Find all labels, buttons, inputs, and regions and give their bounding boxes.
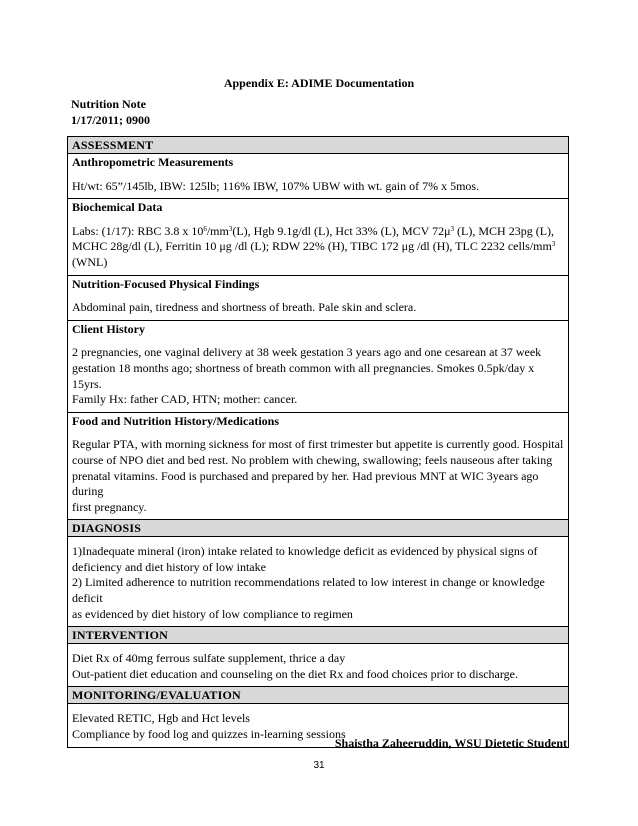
biochemical-line-1: Labs: (1/17): RBC 3.8 x $10^6/mm^3(L)$, Hgb 9.1g/dl (L), Hct 33% (L), MCV $72\mu^3$ (L), MCH 23pg (L), <box>72 223 555 238</box>
note-date: 1/17/2011; 0900 <box>71 113 151 127</box>
diagnosis-line-1: 1)Inadequate mineral (iron) intake related to knowledge deficit as evidenced by physical signs of <box>72 544 538 559</box>
biochemical-line-3: (WNL) <box>72 254 108 269</box>
monitoring-line-2: Compliance by food log and quizzes in-learning sessions <box>72 727 346 742</box>
document-title: Appendix E: ADIME Documentation <box>223 76 415 90</box>
diagnosis-line-2: deficiency and diet history of low intake <box>72 559 266 574</box>
intervention-section <box>68 644 568 687</box>
diagnosis-section <box>68 537 568 627</box>
biochemical-section <box>68 199 568 275</box>
client-history-line-2: gestation 18 months ago; shortness of breath common with all pregnancies. Smokes 0.5pk/day x 15yrs. <box>72 360 535 391</box>
food-history-line-1: Regular PTA, with morning sickness for most of first trimester but appetite is currently good. Hospital <box>72 437 564 452</box>
diagnosis-line-3: 2) Limited adherence to nutrition recommendations related to low interest in change or knowledge deficit <box>72 575 545 606</box>
client-history-line-3: Family Hx: father CAD, HTN; mother: cancer. <box>72 392 298 407</box>
intervention-line-2: Out-patient diet education and counseling on the diet Rx and food choices prior to discharge. <box>72 666 518 681</box>
monitoring-header: MONITORING/EVALUATION <box>68 687 568 704</box>
author-signature: Shaistha Zaheeruddin, WSU Dietetic Student <box>334 736 567 750</box>
food-history-line-4: first pregnancy. <box>72 499 147 514</box>
adime-form <box>67 136 569 748</box>
food-history-section <box>68 413 568 521</box>
anthropometric-text: Ht/wt: 65”/145lb, IBW: 125lb; 116% IBW, 107% UBW with wt. gain of 7% x 5mos. <box>72 178 480 193</box>
diagnosis-header: DIAGNOSIS <box>68 520 568 537</box>
anthropometric-heading: Anthropometric Measurements <box>72 155 234 169</box>
note-label: Nutrition Note <box>71 97 146 111</box>
physical-findings-section <box>68 276 568 321</box>
monitoring-line-1: Elevated RETIC, Hgb and Hct levels <box>72 711 250 726</box>
page-number: 31 <box>313 760 325 771</box>
physical-findings-text: Abdominal pain, tiredness and shortness of breath. Pale skin and sclera. <box>72 300 417 315</box>
biochemical-heading: Biochemical Data <box>72 200 163 215</box>
assessment-header: ASSESSMENT <box>68 137 568 154</box>
food-history-line-3: prenatal vitamins. Food is purchased and prepared by her. Had previous MNT at WIC 3years ago during <box>72 468 539 499</box>
physical-findings-heading: Nutrition-Focused Physical Findings <box>72 276 260 291</box>
diagnosis-line-4: as evidenced by diet history of low compliance to regimen <box>72 606 353 621</box>
food-history-heading: Food and Nutrition History/Medications <box>72 413 280 428</box>
food-history-line-2: course of NPO diet and bed rest. No problem with chewing, swallowing; feels nauseous after taking <box>72 452 553 467</box>
note-header <box>71 96 150 128</box>
intervention-line-1: Diet Rx of 40mg ferrous sulfate supplement, thrice a day <box>72 651 346 666</box>
client-history-line-1: 2 pregnancies, one vaginal delivery at 38 week gestation 3 years ago and one cesarean at 37 week <box>72 345 542 360</box>
anthropometric-section <box>68 154 568 199</box>
client-history-section <box>68 321 568 413</box>
client-history-heading: Client History <box>72 321 145 336</box>
biochemical-line-2: MCHC 28g/dl (L), Ferritin 10 μg /dl (L); RDW 22% (H), TIBC 172 μg /dl (H), TLC 2232 cells/$mm^3$ <box>72 239 556 254</box>
intervention-header: INTERVENTION <box>68 627 568 644</box>
